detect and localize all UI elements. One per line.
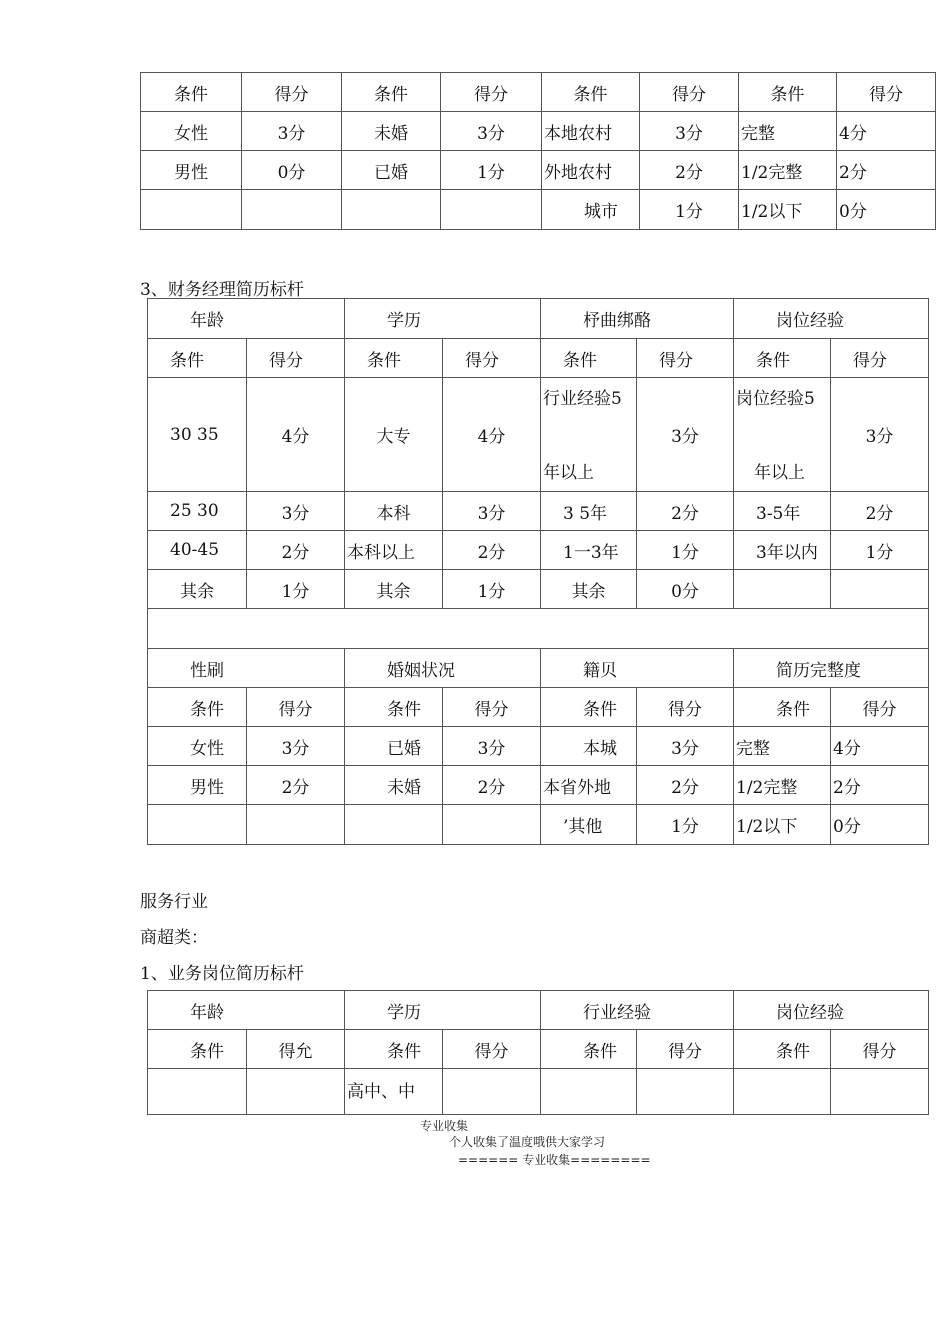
header-score: 得分 — [831, 1030, 929, 1069]
table-cell: 3分 — [831, 378, 929, 492]
header-score: 得分 — [247, 688, 345, 727]
table-cell: 2分 — [837, 151, 936, 190]
table-cell — [541, 378, 637, 492]
category-post-experience: 岗位经验 — [734, 991, 929, 1030]
table-cell: 3分 — [443, 492, 541, 531]
category-age: 年龄 — [148, 991, 345, 1030]
category-industry-experience: 行业经验 — [541, 991, 734, 1030]
section-heading: 商超类： — [140, 928, 208, 948]
header-condition: 条件 — [541, 688, 637, 727]
table-cell: 3分 — [247, 492, 345, 531]
header-condition: 条件 — [345, 688, 443, 727]
table-cell: 4分 — [831, 727, 929, 766]
header-score: 得分 — [443, 339, 541, 378]
table-cell: 40-45 — [148, 531, 247, 570]
table-cell: 3年以内 — [734, 531, 831, 570]
table-cell: 25 30 — [148, 492, 247, 531]
table-cell: 未婚 — [345, 766, 443, 805]
table-cell: 30 35 — [148, 378, 247, 492]
category-education: 学历 — [345, 299, 541, 339]
scoring-table-finance-manager — [147, 298, 929, 845]
table-cell: 1分 — [637, 531, 734, 570]
category-industry: 杼曲绑酪 — [541, 299, 734, 339]
header-condition: 条件 — [148, 1030, 247, 1069]
table-cell: 4分 — [837, 112, 936, 151]
table-cell: 3分 — [443, 727, 541, 766]
cell-line: 行业经验5 — [543, 389, 622, 409]
table-cell: 1分 — [441, 151, 542, 190]
table-cell: 0分 — [637, 570, 734, 609]
table-cell: 1一3年 — [541, 531, 637, 570]
header-score: 得分 — [247, 339, 345, 378]
table-cell — [637, 1069, 734, 1115]
table-cell — [342, 190, 441, 230]
header-condition: 条件 — [141, 73, 242, 112]
category-post-experience: 岗位经验 — [734, 299, 929, 339]
table-cell: 2分 — [247, 531, 345, 570]
table-cell: 1分 — [247, 570, 345, 609]
section-heading: 3、财务经理简历标杆 — [140, 280, 304, 300]
table-cell: 3-5年 — [734, 492, 831, 531]
table-cell — [148, 1069, 247, 1115]
table-cell: 本地农村 — [542, 112, 640, 151]
table-cell: 完整 — [734, 727, 831, 766]
table-cell: 0分 — [837, 190, 936, 230]
table-cell: 其余 — [345, 570, 443, 609]
header-score: 得分 — [831, 339, 929, 378]
header-condition: 条件 — [739, 73, 837, 112]
category-origin: 籍贝 — [541, 649, 734, 688]
table-cell: 1分 — [640, 190, 739, 230]
table-cell: 1分 — [443, 570, 541, 609]
header-condition: 条件 — [734, 688, 831, 727]
table-cell: 女性 — [148, 727, 247, 766]
footer-line-1: 专业收集 — [420, 1119, 469, 1133]
table-cell: 0分 — [831, 805, 929, 845]
header-score: 得分 — [637, 339, 734, 378]
table-cell: 2分 — [443, 766, 541, 805]
table-cell: 0分 — [242, 151, 342, 190]
cell-line: 年以上 — [754, 463, 805, 483]
table-cell: 2分 — [247, 766, 345, 805]
header-score: 得分 — [640, 73, 739, 112]
table-cell: 大专 — [345, 378, 443, 492]
table-cell: 本科以上 — [345, 531, 443, 570]
header-condition: 条件 — [734, 339, 831, 378]
table-cell: 2分 — [831, 766, 929, 805]
header-condition: 条件 — [734, 1030, 831, 1069]
table-cell — [345, 805, 443, 845]
table-cell — [242, 190, 342, 230]
table-cell: 4分 — [443, 378, 541, 492]
table-cell — [831, 1069, 929, 1115]
footer-line-3: ====== 专业收集======== — [458, 1153, 651, 1167]
table-cell: ’其他 — [541, 805, 637, 845]
header-score: 得允 — [247, 1030, 345, 1069]
header-condition: 条件 — [345, 1030, 443, 1069]
cell-line: 岗位经验5 — [736, 389, 815, 409]
table-cell — [541, 1069, 637, 1115]
table-cell: 2分 — [637, 766, 734, 805]
table-cell: 3分 — [640, 112, 739, 151]
table-cell: 1/2以下 — [739, 190, 837, 230]
table-cell: 2分 — [640, 151, 739, 190]
table-cell: 2分 — [443, 531, 541, 570]
table-cell: 高中、中 — [345, 1069, 443, 1115]
header-score: 得分 — [443, 1030, 541, 1069]
table-cell: 城市 — [542, 190, 640, 230]
header-score: 得分 — [242, 73, 342, 112]
table-cell: 1/2以下 — [734, 805, 831, 845]
table-cell: 本科 — [345, 492, 443, 531]
section-heading: 服务行业 — [140, 892, 208, 912]
table-cell — [441, 190, 542, 230]
table-cell: 男性 — [148, 766, 247, 805]
header-condition: 条件 — [541, 339, 637, 378]
header-score: 得分 — [637, 1030, 734, 1069]
table-cell — [734, 1069, 831, 1115]
table-cell: 3分 — [637, 727, 734, 766]
table-cell: 完整 — [739, 112, 837, 151]
table-cell: 其余 — [148, 570, 247, 609]
table-cell: 1分 — [831, 531, 929, 570]
table-cell: 3分 — [242, 112, 342, 151]
header-condition: 条件 — [345, 339, 443, 378]
table-cell: 本省外地 — [541, 766, 637, 805]
table-cell: 已婚 — [345, 727, 443, 766]
scoring-table-1 — [140, 72, 936, 230]
table-cell: 2分 — [831, 492, 929, 531]
table-cell — [443, 805, 541, 845]
category-marital-status: 婚姻状况 — [345, 649, 541, 688]
table-cell: 3 5年 — [541, 492, 637, 531]
table-cell: 3分 — [441, 112, 542, 151]
header-condition: 条件 — [541, 1030, 637, 1069]
table-cell: 1分 — [637, 805, 734, 845]
table-cell: 本城 — [541, 727, 637, 766]
header-score: 得分 — [837, 73, 936, 112]
table-cell: 已婚 — [342, 151, 441, 190]
table-cell — [141, 190, 242, 230]
table-cell — [247, 805, 345, 845]
category-gender: 性刷 — [148, 649, 345, 688]
header-condition: 条件 — [148, 339, 247, 378]
table-cell: 未婚 — [342, 112, 441, 151]
table-cell — [443, 1069, 541, 1115]
table-cell: 1/2完整 — [739, 151, 837, 190]
header-score: 得分 — [441, 73, 542, 112]
category-education: 学历 — [345, 991, 541, 1030]
table-cell: 2分 — [637, 492, 734, 531]
spacer-row — [148, 609, 929, 649]
table-cell — [247, 1069, 345, 1115]
table-cell: 男性 — [141, 151, 242, 190]
table-cell — [734, 570, 831, 609]
table-cell: 1/2完整 — [734, 766, 831, 805]
table-cell — [148, 805, 247, 845]
scoring-table-business-post — [147, 990, 929, 1115]
table-cell — [831, 570, 929, 609]
header-score: 得分 — [831, 688, 929, 727]
table-cell: 3分 — [637, 378, 734, 492]
category-resume-completeness: 简历完整度 — [734, 649, 929, 688]
table-cell: 外地农村 — [542, 151, 640, 190]
header-score: 得分 — [443, 688, 541, 727]
section-heading: 1、业务岗位简历标杆 — [140, 964, 304, 984]
header-condition: 条件 — [342, 73, 441, 112]
header-score: 得分 — [637, 688, 734, 727]
header-condition: 条件 — [148, 688, 247, 727]
cell-line: 年以上 — [543, 463, 594, 483]
header-condition: 条件 — [542, 73, 640, 112]
table-cell: 女性 — [141, 112, 242, 151]
footer-line-2: 个人收集了温度哦供大家学习 — [449, 1135, 606, 1149]
table-cell: 其余 — [541, 570, 637, 609]
table-cell: 4分 — [247, 378, 345, 492]
category-age: 年龄 — [148, 299, 345, 339]
table-cell — [734, 378, 831, 492]
table-cell: 3分 — [247, 727, 345, 766]
